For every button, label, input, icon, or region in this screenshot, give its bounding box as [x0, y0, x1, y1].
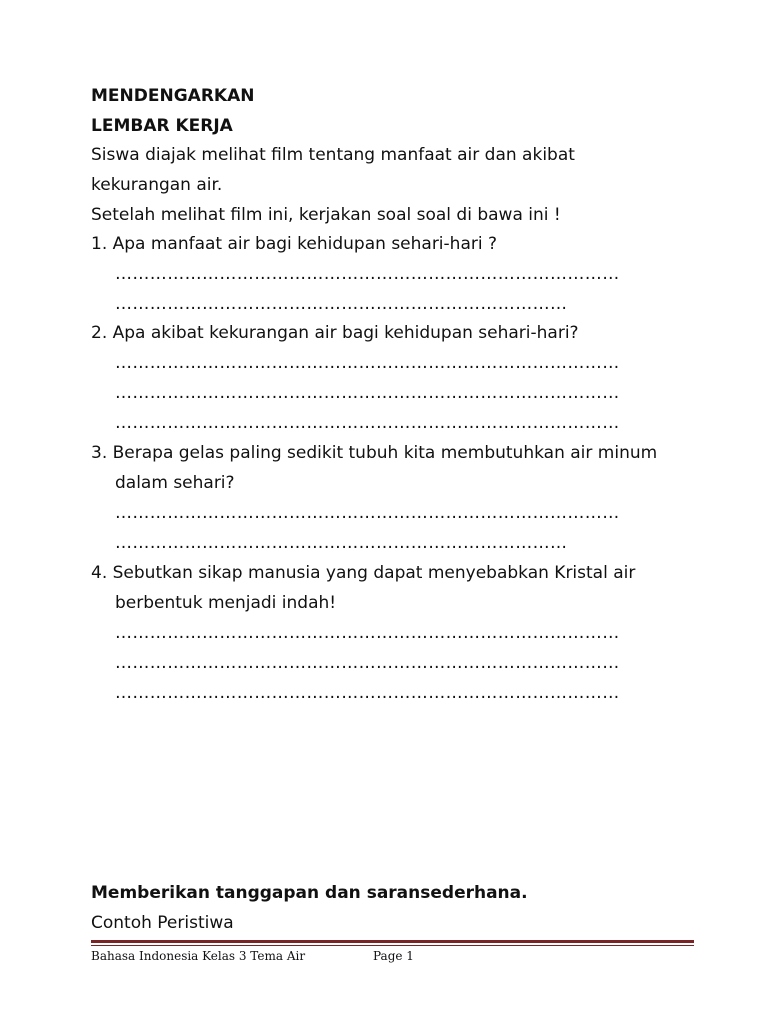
answer-line: ……………………………………………………………………………	[115, 383, 620, 403]
section-subheading: Contoh Peristiwa	[91, 913, 234, 933]
answer-line: ……………………………………………………………………	[115, 294, 568, 314]
answer-line: ……………………………………………………………………………	[115, 503, 620, 523]
footer-text: Bahasa Indonesia Kelas 3 Tema Air	[91, 949, 306, 963]
intro-line-1: Siswa diajak melihat film tentang manfaat air dan akibat	[91, 145, 575, 165]
intro-line-2: kekurangan air.	[91, 175, 223, 195]
answer-line: ……………………………………………………………………………	[115, 413, 620, 433]
answer-line: ……………………………………………………………………………	[115, 264, 620, 284]
footer-rule	[91, 940, 694, 943]
question-4-continued: berbentuk menjadi indah!	[115, 593, 337, 613]
question-2: 2. Apa akibat kekurangan air bagi kehidupan sehari-hari?	[91, 323, 579, 343]
answer-line: ……………………………………………………………………………	[115, 653, 620, 673]
page-number: Page 1	[373, 949, 414, 963]
section-heading: Memberikan tanggapan dan saransederhana.	[91, 883, 528, 903]
question-3: 3. Berapa gelas paling sedikit tubuh kita membutuhkan air minum	[91, 443, 658, 463]
answer-line: ……………………………………………………………………	[115, 533, 568, 553]
answer-line: ……………………………………………………………………………	[115, 623, 620, 643]
question-1: 1. Apa manfaat air bagi kehidupan sehari-hari ?	[91, 234, 497, 254]
answer-line: ……………………………………………………………………………	[115, 353, 620, 373]
question-3-continued: dalam sehari?	[115, 473, 235, 493]
question-4: 4. Sebutkan sikap manusia yang dapat menyebabkan Kristal air	[91, 563, 636, 583]
intro-line-3: Setelah melihat film ini, kerjakan soal soal di bawa ini !	[91, 205, 561, 225]
worksheet-label: LEMBAR KERJA	[91, 116, 233, 136]
page-title: MENDENGARKAN	[91, 86, 255, 106]
footer-rule-thin	[91, 945, 694, 946]
answer-line: ……………………………………………………………………………	[115, 683, 620, 703]
